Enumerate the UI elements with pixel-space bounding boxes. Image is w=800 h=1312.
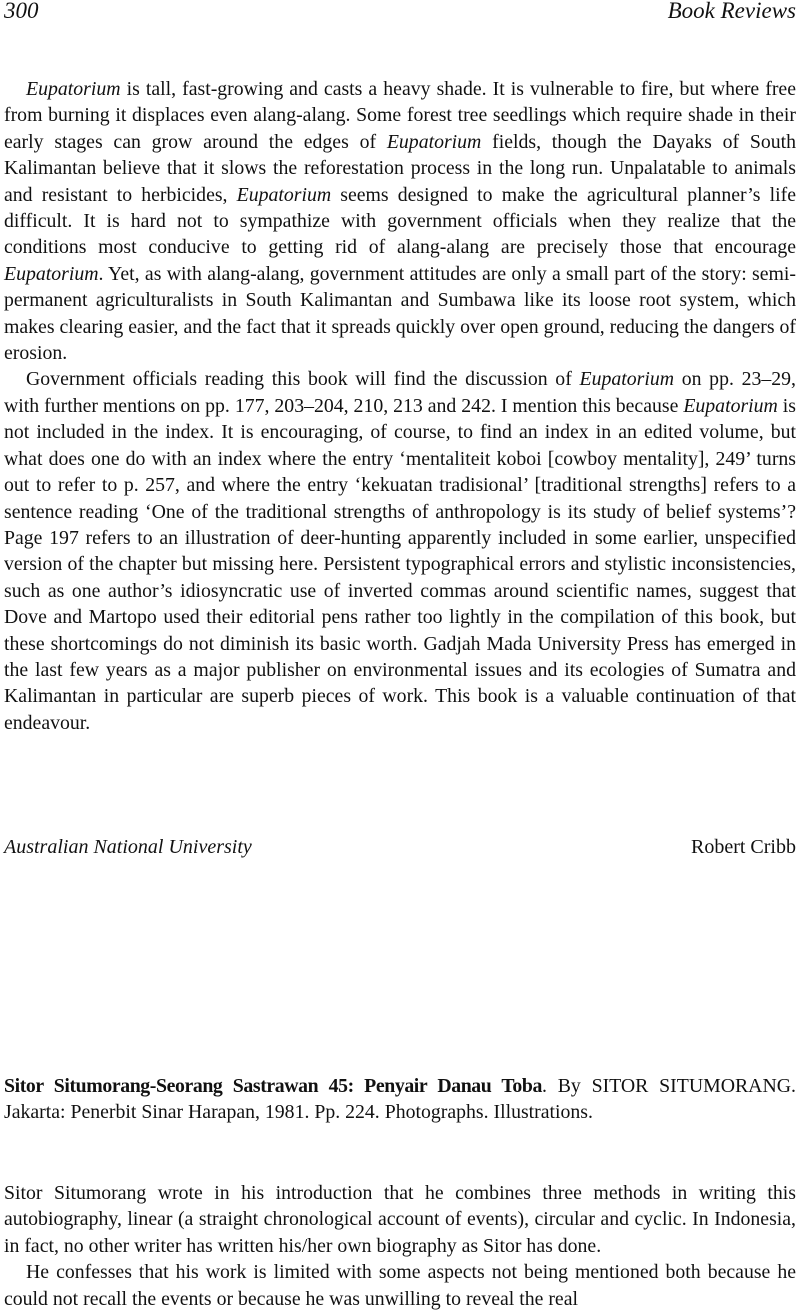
text-segment: seems designed to make the agricultural planner’s life difficult. It is hard not to sympathize with government officials when they realize that the conditions most conducive to getting rid of alang-alang are precisely those that encourage [4, 183, 796, 259]
text-segment: on pp. 23–29, with further mentions on pp. 177, 203–204, 210, 213 and 242. I mention this because [4, 368, 796, 417]
text-segment: fields, though the Dayaks of South Kalimantan believe that it slows the reforestation process in the long run. Unpalatable to animals and resistant to herbicides, [4, 130, 796, 206]
review-body-sitor [4, 1180, 796, 1312]
text-segment: Eupatorium [4, 262, 99, 285]
text-segment: Government officials reading this book will find the discussion of [26, 368, 580, 391]
text-segment: is tall, fast-growing and casts a heavy shade. It is vulnerable to fire, but where free from burning it displaces even alang-alang. Some forest tree seedlings which require shade in their early stages can grow around the edges of [4, 78, 796, 153]
running-head: Book Reviews [667, 0, 796, 23]
page-header [0, 0, 800, 28]
paragraph [4, 76, 796, 366]
text-segment: Eupatorium [386, 130, 482, 153]
paragraph [4, 1180, 796, 1259]
text-segment: Sitor Situmorang wrote in his introduction that he combines three methods in writing this autobiography, linear (a straight chronological account of events), circular and cyclic. In Indonesia, in fact, no other writer has written his/her own biography as Sitor has done. [4, 1182, 796, 1257]
paragraph [4, 366, 796, 736]
page-number: 300 [4, 0, 39, 23]
text-segment: Eupatorium [26, 78, 121, 100]
text-segment: Eupatorium [236, 183, 332, 206]
text-segment: . Yet, as with alang-alang, government attitudes are only a small part of the story: semi-permanent agriculturalists in South Kalimantan and Sumbawa like its loose root system, which makes clearing easier, and the fact that it spreads quickly over open ground, reducing the dangers of erosion. [4, 262, 796, 365]
book-details: . By SITOR SITUMORANG. Jakarta: Penerbit Sinar Harapan, 1981. Pp. 224. Photographs. Illustrations. [4, 1075, 796, 1124]
paragraph [4, 1259, 796, 1312]
review-body-eupatorium [4, 76, 796, 736]
review-byline [4, 836, 796, 864]
text-segment: Eupatorium [579, 368, 674, 391]
reviewer-name: Robert Cribb [691, 836, 796, 858]
reviewer-affiliation: Australian National University [4, 836, 252, 858]
text-segment: is not included in the index. It is encouraging, of course, to find an index in an edited volume, but what does one do with an index where the entry ‘mentaliteit koboi [cowboy mentality], 249’ turns out to refer to p. 257, and where the entry ‘kekuatan tradisional’ [traditional strengths] refers to a sentence reading ‘One of the traditional strengths of anthropology is its study of belief systems’? Page 197 refers to an illustration of deer-hunting apparently included in some earlier, unspecified version of the chapter but missing here. Persistent typographical errors and stylistic inconsistencies, such as one author’s idiosyncratic use of inverted commas around scientific names, suggest that Dove and Martopo used their editorial pens rather too lightly in the compilation of this book, but these shortcomings do not diminish its basic worth. Gadjah Mada University Press has emerged in the last few years as a major publisher on environmental issues and its ecologies of Sumatra and Kalimantan in particular are superb pieces of work. This book is a valuable continuation of that endeavour. [4, 394, 796, 734]
book-heading [4, 1073, 796, 1126]
text-segment: Eupatorium [683, 394, 778, 417]
book-title: Sitor Situmorang-Seorang Sastrawan 45: Penyair Danau Toba [4, 1075, 542, 1097]
text-segment: He confesses that his work is limited with some aspects not being mentioned both because he could not recall the events or because he was unwilling to reveal the real [4, 1261, 796, 1310]
